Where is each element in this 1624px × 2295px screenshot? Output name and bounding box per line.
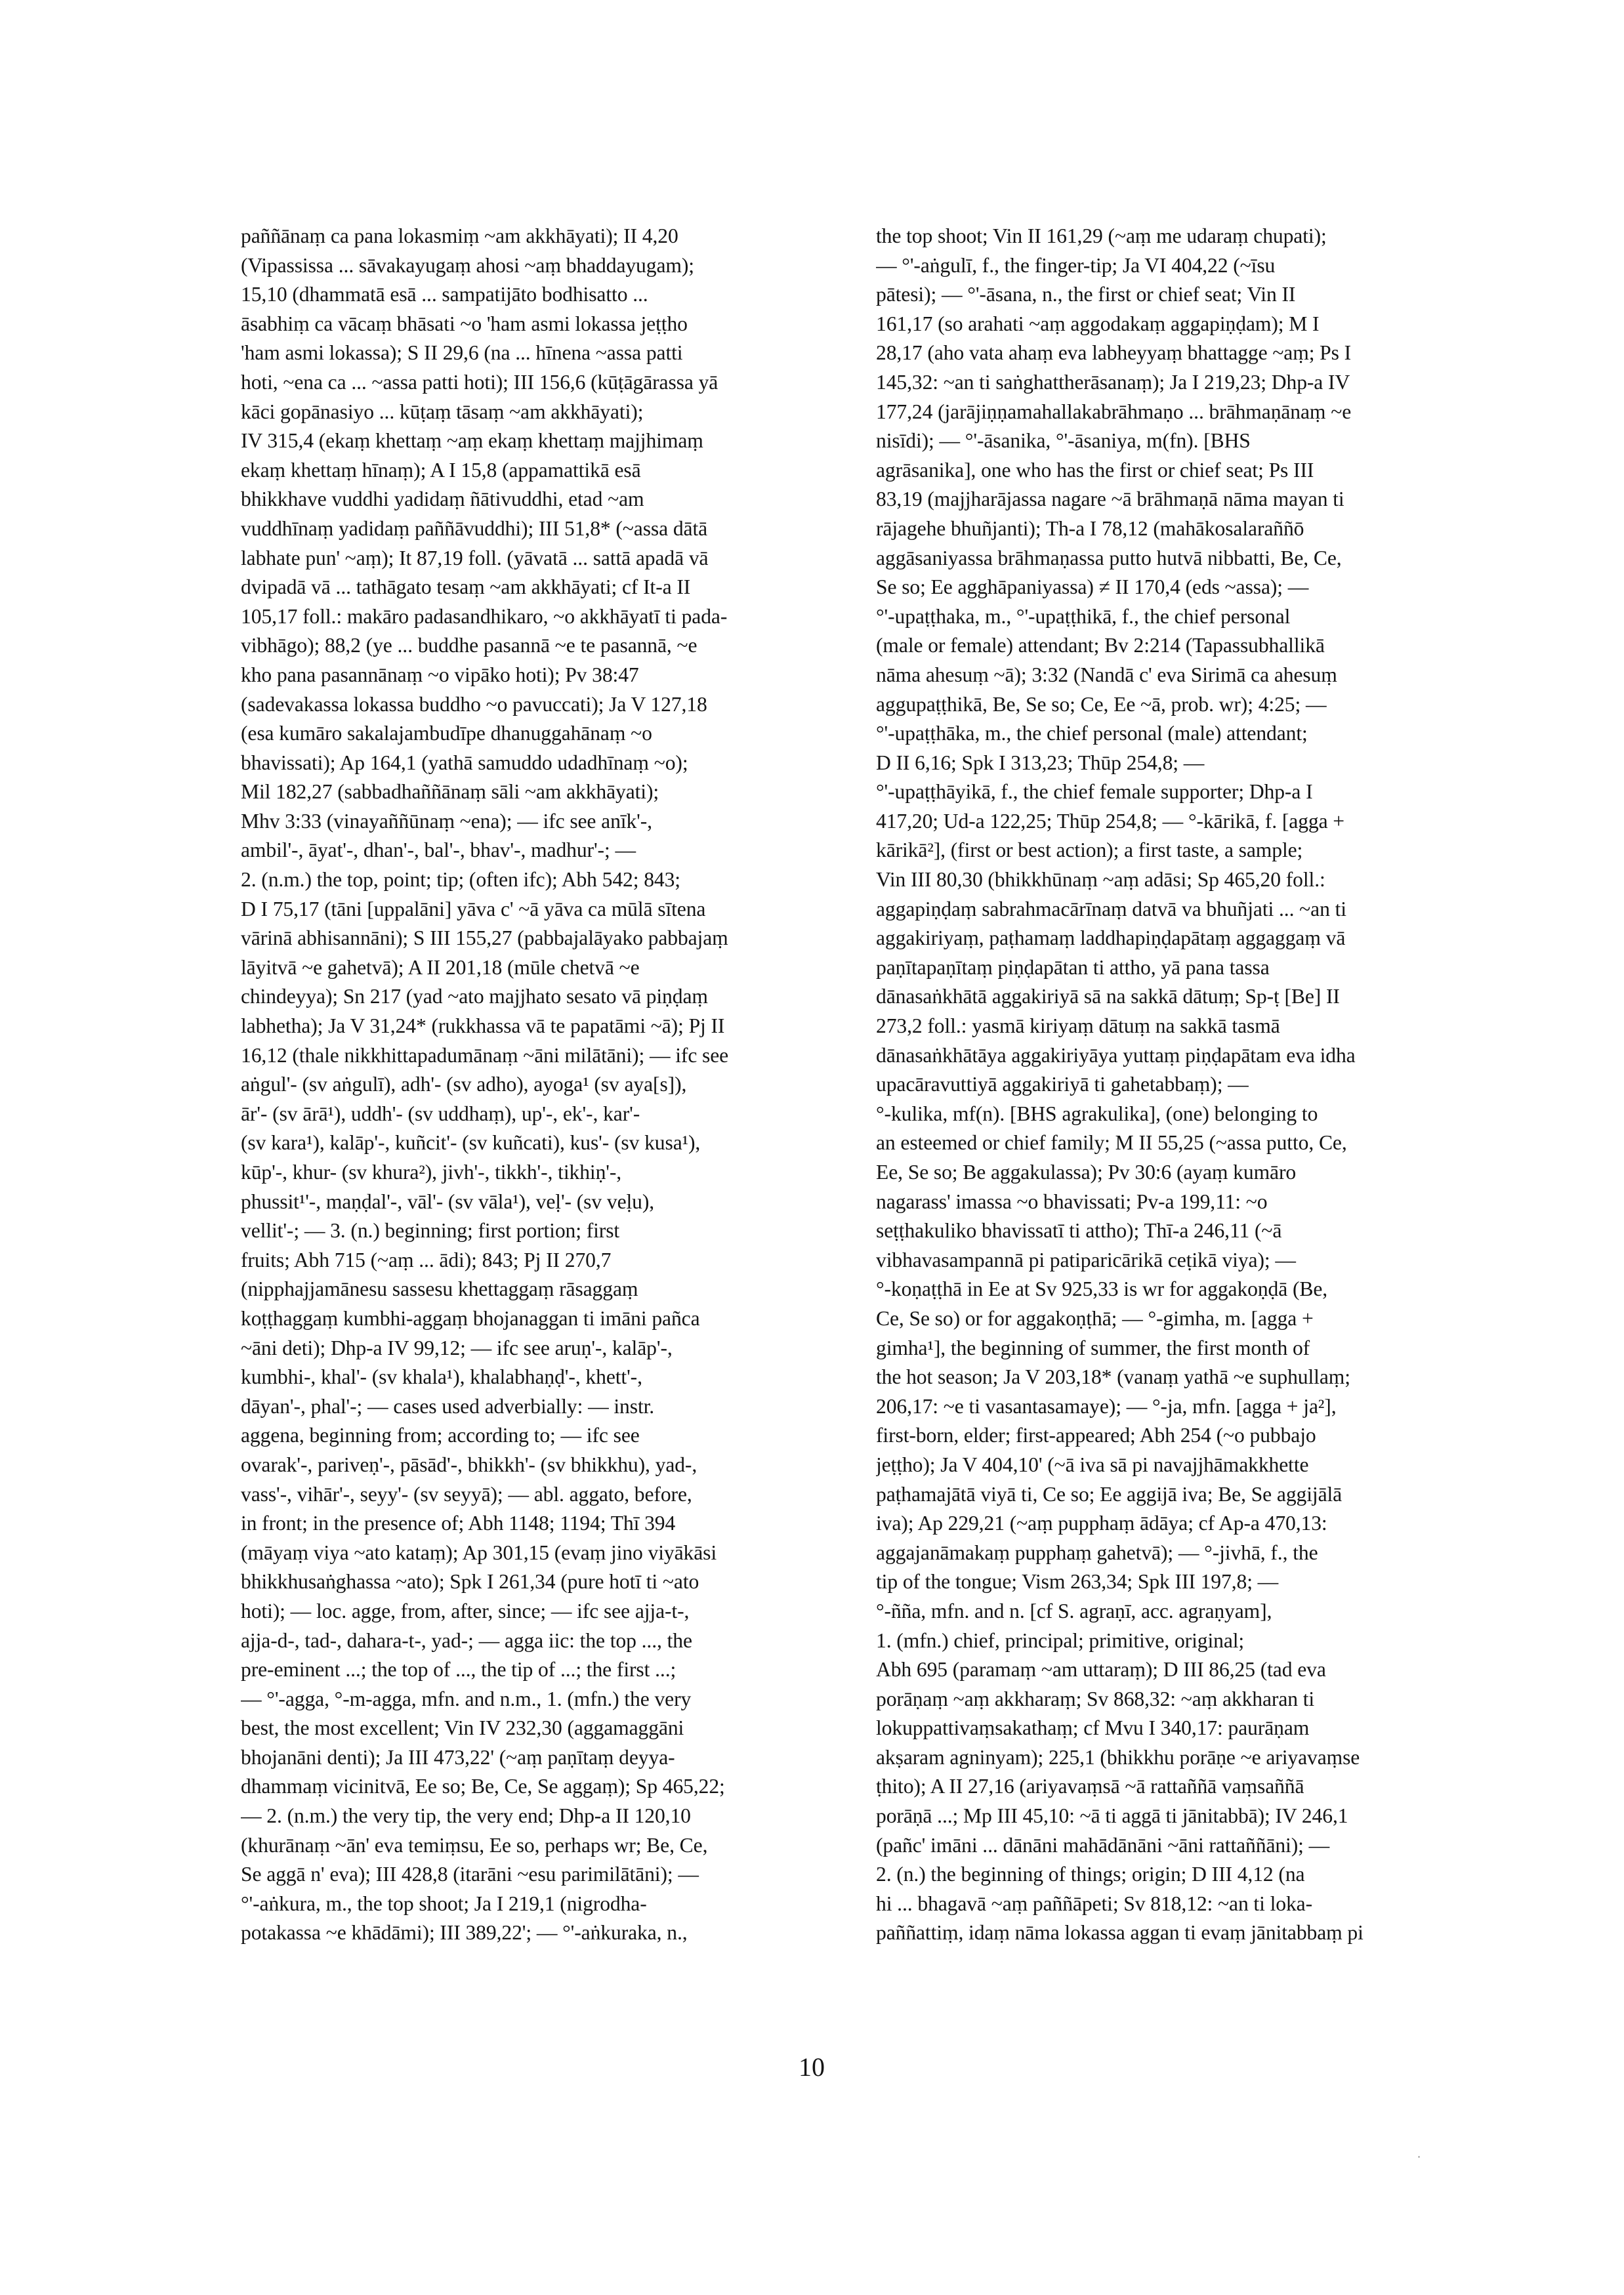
right-column-line: 161,17 (so arahati ~aṃ aggodakaṃ aggapiṇḍam); M I: [876, 312, 1320, 335]
left-column-line: lāyitvā ~e gahetvā); A II 201,18 (mūle chetvā ~e: [241, 955, 640, 979]
right-column-line: 28,17 (aho vata ahaṃ eva labheyyaṃ bhattagge ~aṃ; Ps I: [876, 341, 1352, 365]
left-column-line: ovarak'-, pariveṇ'-, pāsād'-, bhikkh'- (sv bhikkhu), yad-,: [241, 1453, 697, 1476]
left-column-line: ajja-d-, tad-, dahara-t-, yad-; — agga iic: the top ..., the: [241, 1628, 692, 1652]
left-column-line: aggena, beginning from; according to; — ifc see: [241, 1424, 640, 1447]
left-column-line: fruits; Abh 715 (~aṃ ... ādi); 843; Pj II 270,7: [241, 1248, 612, 1272]
right-column-line: aggapiṇḍaṃ sabrahmacārīnaṃ datvā va bhuñjati ... ~an ti: [876, 897, 1346, 920]
left-column-line: bhavissati); Ap 164,1 (yathā samuddo udadhīnaṃ ~o);: [241, 751, 688, 774]
right-column-line: tip of the tongue; Vism 263,34; Spk III 197,8; —: [876, 1570, 1279, 1594]
right-column-line: aggakiriyaṃ, paṭhamaṃ laddhapiṇḍapātaṃ aggaggaṃ vā: [876, 926, 1346, 950]
right-column-line: 83,19 (majjharājassa nagare ~ā brāhmaṇā nāma mayan ti: [876, 487, 1344, 511]
left-column-line: kāci gopānasiyo ... kūṭaṃ tāsaṃ ~am akkhāyati);: [241, 400, 644, 423]
right-column-line: dānasaṅkhātā aggakiriyā sā na sakkā dātuṃ; Sp-ṭ [Be] II: [876, 985, 1340, 1008]
right-column-line: vibhavasampannā pi patiparicārikā ceṭikā viya); —: [876, 1248, 1296, 1272]
left-column-line: in front; in the presence of; Abh 1148; 1194; Thī 394: [241, 1512, 676, 1535]
right-column-line: aggajanāmakaṃ pupphaṃ gahetvā); — °-jivhā, f., the: [876, 1540, 1318, 1564]
left-column-line: (esa kumāro sakalajambudīpe dhanuggahānaṃ ~o: [241, 722, 652, 745]
left-column-line: ambil'-, āyat'-, dhan'-, bal'-, bhav'-, madhur'-; —: [241, 838, 636, 862]
left-column-line: (nipphajjamānesu sassesu khettaggaṃ rāsaggaṃ: [241, 1277, 638, 1301]
right-column-line: gimha¹], the beginning of summer, the first month of: [876, 1336, 1310, 1359]
left-column-line: dhammaṃ vicinitvā, Ee so; Be, Ce, Se aggaṃ); Sp 465,22;: [241, 1775, 725, 1798]
left-column-line: 105,17 foll.: makāro padasandhikaro, ~o akkhāyatī ti pada-: [241, 604, 728, 628]
left-column-line: pre-eminent ...; the top of ..., the tip of ...; the first ...;: [241, 1658, 677, 1682]
left-column-line: labhate pun' ~aṃ); It 87,19 foll. (yāvatā ... sattā apadā vā: [241, 546, 709, 569]
left-column-line: potakassa ~e khādāmi); III 389,22'; — °'-aṅkuraka, n.,: [241, 1921, 688, 1945]
right-column-line: agrāsanika], one who has the first or chief seat; Ps III: [876, 458, 1314, 482]
left-column-line: 15,10 (dhammatā esā ... sampatijāto bodhisatto ...: [241, 283, 648, 306]
left-column-line: āsabhiṃ ca vācaṃ bhāsati ~o 'ham asmi lokassa jeṭṭho: [241, 312, 688, 335]
left-column: [241, 222, 848, 1948]
left-column-line: ~āni deti); Dhp-a IV 99,12; — ifc see aruṇ'-, kalāp'-,: [241, 1336, 673, 1359]
left-column-line: °'-aṅkura, m., the top shoot; Ja I 219,1 (nigrodha-: [241, 1892, 647, 1915]
right-column-line: Vin III 80,30 (bhikkhūnaṃ ~aṃ adāsi; Sp 465,20 foll.:: [876, 868, 1325, 892]
right-column-line: °-ñña, mfn. and n. [cf S. agraṇī, acc. agraṇyam],: [876, 1599, 1272, 1623]
left-column-line: dāyan'-, phal'-; — cases used adverbially: — instr.: [241, 1394, 655, 1418]
left-column-line: (Vipassissa ... sāvakayugaṃ ahosi ~aṃ bhaddayugam);: [241, 253, 694, 277]
left-column-line: ār'- (sv ārā¹), uddh'- (sv uddhaṃ), up'-, ek'-, kar'-: [241, 1102, 640, 1125]
left-column-line: bhikkhusaṅghassa ~ato); Spk I 261,34 (pure hotī ti ~ato: [241, 1570, 699, 1594]
left-column-line: vārinā abhisannāni); S III 155,27 (pabbajalāyako pabbajaṃ: [241, 926, 728, 950]
right-column-line: 417,20; Ud-a 122,25; Thūp 254,8; — °-kārikā, f. [agga +: [876, 809, 1345, 833]
right-column-line: kārikā²], (first or best action); a first taste, a sample;: [876, 838, 1303, 862]
right-column-line: °'-upaṭṭhāyikā, f., the chief female supporter; Dhp-a I: [876, 780, 1313, 804]
left-column-line: labhetha); Ja V 31,24* (rukkhassa vā te papatāmi ~ā); Pj II: [241, 1014, 725, 1038]
right-column-line: (male or female) attendant; Bv 2:214 (Tapassubhallikā: [876, 634, 1325, 657]
left-column-line: ekaṃ khettaṃ hīnaṃ); A I 15,8 (appamattikā esā: [241, 458, 641, 482]
left-column-line: 2. (n.m.) the top, point; tip; (often ifc); Abh 542; 843;: [241, 868, 680, 892]
right-column-line: 2. (n.) the beginning of things; origin; D III 4,12 (na: [876, 1863, 1305, 1886]
right-column-line: ṭhito); A II 27,16 (ariyavaṃsā ~ā rattaññā vaṃsaññā: [876, 1775, 1304, 1798]
left-column-line: vuddhīnaṃ yadidaṃ paññāvuddhi); III 51,8* (~assa dātā: [241, 516, 708, 540]
left-column-line: IV 315,4 (ekaṃ khettaṃ ~aṃ ekaṃ khettaṃ majjhimaṃ: [241, 429, 703, 453]
left-column-line: kūp'-, khur- (sv khura²), jivh'-, tikkh'-, tikhiṇ'-,: [241, 1161, 622, 1184]
right-column-line: lokuppattivaṃsakathaṃ; cf Mvu I 340,17: paurāṇam: [876, 1716, 1310, 1740]
right-column-line: dānasaṅkhātāya aggakiriyāya yuttaṃ piṇḍapātam eva idha: [876, 1043, 1356, 1067]
right-column-line: akṣaram agninyam); 225,1 (bhikkhu porāṇe ~e ariyavaṃse: [876, 1745, 1360, 1769]
left-column-line: — °'-agga, °-m-agga, mfn. and n.m., 1. (mfn.) the very: [241, 1687, 692, 1710]
right-column-line: Se so; Ee agghāpaniyassa) ≠ II 170,4 (eds ~assa); —: [876, 575, 1309, 599]
right-column-line: paññattiṃ, idaṃ nāma lokassa aggan ti evaṃ jānitabbaṃ pi: [876, 1921, 1364, 1945]
left-column-line: D I 75,17 (tāni [uppalāni] yāva c' ~ā yāva ca mūlā sītena: [241, 897, 706, 920]
right-column-line: — °'-aṅgulī, f., the finger-tip; Ja VI 404,22 (~īsu: [876, 253, 1276, 277]
left-column-line: kumbhi-, khal'- (sv khala¹), khalabhaṇḍ'-, khett'-,: [241, 1365, 642, 1389]
left-column-line: dvipadā vā ... tathāgato tesaṃ ~am akkhāyati; cf It-a II: [241, 575, 691, 599]
right-column-line: an esteemed or chief family; M II 55,25 (~assa putto, Ce,: [876, 1131, 1347, 1155]
left-column-line: phussit¹'-, maṇḍal'-, vāl'- (sv vāla¹), veḷ'- (sv veḷu),: [241, 1189, 655, 1213]
page-number: 10: [799, 2052, 825, 2082]
left-column-line: 'ham asmi lokassa); S II 29,6 (na ... hīnena ~assa patti: [241, 341, 683, 365]
right-column-line: nāma ahesuṃ ~ā); 3:32 (Nandā c' eva Sirimā ca ahesuṃ: [876, 663, 1337, 686]
right-column-line: 273,2 foll.: yasmā kiriyaṃ dātuṃ na sakkā tasmā: [876, 1014, 1280, 1038]
left-column-line: (khurānaṃ ~ān' eva temiṃsu, Ee so, perhaps wr; Be, Ce,: [241, 1833, 708, 1857]
left-column-line: paññānaṃ ca pana lokasmiṃ ~am akkhāyati); II 4,20: [241, 224, 678, 247]
right-column-line: °-koṇaṭṭhā in Ee at Sv 925,33 is wr for aggakoṇḍā (Be,: [876, 1277, 1328, 1301]
right-column-line: jeṭṭho); Ja V 404,10' (~ā iva sā pi navajjhāmakkhette: [876, 1453, 1309, 1476]
left-column-line: — 2. (n.m.) the very tip, the very end; Dhp-a II 120,10: [241, 1804, 691, 1828]
right-column-line: °'-upaṭṭhaka, m., °'-upaṭṭhikā, f., the chief personal: [876, 604, 1291, 628]
right-column-line: the top shoot; Vin II 161,29 (~aṃ me udaraṃ chupati);: [876, 224, 1327, 247]
left-column-line: hoti); — loc. agge, from, after, since; — ifc see ajja-t-,: [241, 1599, 690, 1623]
right-column-line: paṇītapaṇītaṃ piṇḍapātan ti attho, yā pana tassa: [876, 955, 1270, 979]
left-column-line: Mil 182,27 (sabbadhaññānaṃ sāli ~am akkhāyati);: [241, 780, 659, 804]
left-column-line: hoti, ~ena ca ... ~assa patti hoti); III 156,6 (kūṭāgārassa yā: [241, 370, 718, 394]
left-column-line: Mhv 3:33 (vinayaññūnaṃ ~ena); — ifc see anīk'-,: [241, 809, 652, 833]
left-column-line: bhikkhave vuddhi yadidaṃ ñātivuddhi, etad ~am: [241, 487, 644, 511]
left-column-line: koṭṭhaggaṃ kumbhi-aggaṃ bhojanaggan ti imāni pañca: [241, 1306, 700, 1330]
right-column-line: paṭhamajātā viyā ti, Ce so; Ee aggijā iva; Be, Se aggijālā: [876, 1482, 1343, 1506]
right-column-line: porāṇā ...; Mp III 45,10: ~ā ti aggā ti jānitabbā); IV 246,1: [876, 1804, 1348, 1828]
right-column-line: D II 6,16; Spk I 313,23; Thūp 254,8; —: [876, 751, 1205, 774]
margin-mark: ·: [1417, 2151, 1421, 2163]
right-column-line: first-born, elder; first-appeared; Abh 254 (~o pubbajo: [876, 1424, 1316, 1447]
right-column-line: rājagehe bhuñjanti); Th-a I 78,12 (mahākosalaraññō: [876, 516, 1304, 540]
right-column-line: (pañc' imāni ... dānāni mahādānāni ~āni rattaññāni); —: [876, 1833, 1330, 1857]
right-column-line: iva); Ap 229,21 (~aṃ pupphaṃ ādāya; cf Ap-a 470,13:: [876, 1512, 1327, 1535]
right-column-line: porāṇaṃ ~aṃ akkharaṃ; Sv 868,32: ~aṃ akkharan ti: [876, 1687, 1315, 1710]
right-column-line: 206,17: ~e ti vasantasamaye); — °-ja, mfn. [agga + ja²],: [876, 1394, 1337, 1418]
right-column-line: 145,32: ~an ti saṅghattherāsanaṃ); Ja I 219,23; Dhp-a IV: [876, 370, 1350, 394]
left-column-line: best, the most excellent; Vin IV 232,30 (aggamaggāni: [241, 1716, 684, 1740]
right-column-line: nisīdi); — °'-āsanika, °'-āsaniya, m(fn). [BHS: [876, 429, 1251, 453]
right-column-line: nagarass' imassa ~o bhavissati; Pv-a 199,11: ~o: [876, 1189, 1268, 1213]
left-column-line: vass'-, vihār'-, seyy'- (sv seyyā); — abl. aggato, before,: [241, 1482, 692, 1506]
left-column-line: kho pana pasannānaṃ ~o vipāko hoti); Pv 38:47: [241, 663, 639, 686]
left-column-line: Se aggā n' eva); III 428,8 (itarāni ~esu parimilātāni); —: [241, 1863, 699, 1886]
right-column-line: the hot season; Ja V 203,18* (vanaṃ yathā ~e suphullaṃ;: [876, 1365, 1350, 1389]
right-column-line: °'-upaṭṭhāka, m., the chief personal (male) attendant;: [876, 722, 1308, 745]
right-column-line: aggupaṭṭhikā, Be, Se so; Ce, Ee ~ā, prob. wr); 4:25; —: [876, 692, 1327, 716]
left-column-line: (sv kara¹), kalāp'-, kuñcit'- (sv kuñcati), kus'- (sv kusa¹),: [241, 1131, 701, 1155]
left-column-line: vibhāgo); 88,2 (ye ... buddhe pasannā ~e te pasannā, ~e: [241, 634, 697, 657]
right-column: [876, 222, 1483, 1948]
right-column-line: upacāravuttiyā aggakiriyā ti gahetabbaṃ); —: [876, 1073, 1249, 1096]
left-column-line: bhojanāni denti); Ja III 473,22' (~aṃ paṇītaṃ deyya-: [241, 1745, 675, 1769]
left-column-line: (sadevakassa lokassa buddho ~o pavuccati); Ja V 127,18: [241, 692, 707, 716]
left-column-line: aṅgul'- (sv aṅgulī), adh'- (sv adho), ayoga¹ (sv aya[s]),: [241, 1073, 687, 1096]
right-column-line: hi ... bhagavā ~aṃ paññāpeti; Sv 818,12: ~an ti loka-: [876, 1892, 1313, 1915]
right-column-line: Abh 695 (paramaṃ ~am uttaraṃ); D III 86,25 (tad eva: [876, 1658, 1326, 1682]
right-column-line: 177,24 (jarājiṇṇamahallakabrāhmaṇo ... brāhmaṇānaṃ ~e: [876, 400, 1352, 423]
right-column-line: aggāsaniyassa brāhmaṇassa putto hutvā nibbatti, Be, Ce,: [876, 546, 1342, 569]
left-column-line: (māyaṃ viya ~ato kataṃ); Ap 301,15 (evaṃ jino viyākāsi: [241, 1540, 717, 1564]
left-column-line: 16,12 (thale nikkhittapadumānaṃ ~āni milātāni); — ifc see: [241, 1043, 729, 1067]
left-column-line: vellit'-; — 3. (n.) beginning; first portion; first: [241, 1219, 620, 1243]
right-column-line: 1. (mfn.) chief, principal; primitive, original;: [876, 1628, 1245, 1652]
right-column-line: pātesi); — °'-āsana, n., the first or chief seat; Vin II: [876, 283, 1296, 306]
right-column-line: Ce, Se so) or for aggakoṇṭhā; — °-gimha, m. [agga +: [876, 1306, 1314, 1330]
right-column-line: seṭṭhakuliko bhavissatī ti attho); Thī-a 246,11 (~ā: [876, 1219, 1282, 1243]
right-column-line: Ee, Se so; Be aggakulassa); Pv 30:6 (ayaṃ kumāro: [876, 1161, 1297, 1184]
right-column-line: °-kulika, mf(n). [BHS agrakulika], (one) belonging to: [876, 1102, 1318, 1125]
left-column-line: chindeyya); Sn 217 (yad ~ato majjhato sesato vā piṇḍaṃ: [241, 985, 708, 1008]
